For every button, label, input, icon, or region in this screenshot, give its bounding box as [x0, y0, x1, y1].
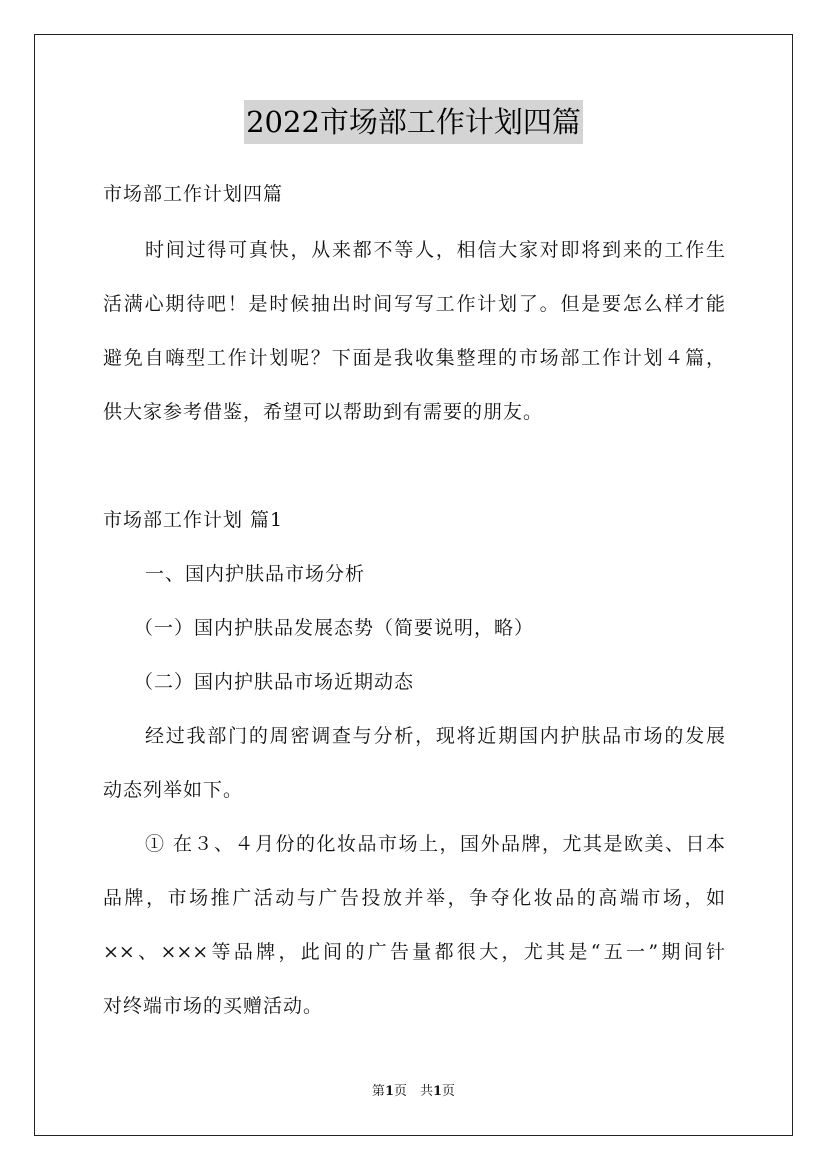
paragraph-1-line-2: 动态列举如下。 [103, 779, 244, 801]
section-heading: 市场部工作计划 篇1 [103, 509, 284, 531]
page-footer [0, 1083, 827, 1101]
paragraph-1-line-1: 经过我部门的周密调查与分析，现将近期国内护肤品市场的发展 [145, 725, 725, 747]
document-title: 2022市场部工作计划四篇 [244, 100, 583, 144]
intro-line-4: 供大家参考借鉴，希望可以帮助到有需要的朋友。 [103, 401, 544, 423]
footer-prefix: 第 [371, 1084, 385, 1099]
section-1-heading: 一、国内护肤品市场分析 [145, 563, 366, 585]
paragraph-2-line-4: 对终端市场的买赠活动。 [103, 995, 324, 1017]
footer-total-pages: 1 [433, 1084, 443, 1099]
subsection-1: （一）国内护肤品发展态势（简要说明，略） [134, 617, 535, 639]
paragraph-2-line-2: 品牌，市场推广活动与广告投放并举，争夺化妆品的高端市场，如 [103, 887, 725, 909]
paragraph-2-line-3: ××、×××等品牌，此间的广告量都很大，尤其是“五一”期间针 [103, 941, 725, 963]
paragraph-2-line-1: ① 在３、４月份的化妆品市场上，国外品牌，尤其是欧美、日本 [145, 833, 725, 855]
document-subtitle: 市场部工作计划四篇 [103, 183, 284, 205]
footer-suffix: 页 [442, 1084, 456, 1099]
intro-line-3: 避免自嗨型工作计划呢？下面是我收集整理的市场部工作计划４篇， [103, 347, 725, 369]
intro-line-1: 时间过得可真快，从来都不等人，相信大家对即将到来的工作生 [145, 239, 725, 261]
footer-mid: 页 共 [393, 1084, 433, 1099]
intro-line-2: 活满心期待吧！是时候抽出时间写写工作计划了。但是要怎么样才能 [103, 293, 725, 315]
footer-page-number: 1 [384, 1084, 394, 1099]
title-wrap [0, 100, 827, 144]
subsection-2: （二）国内护肤品市场近期动态 [134, 671, 415, 693]
